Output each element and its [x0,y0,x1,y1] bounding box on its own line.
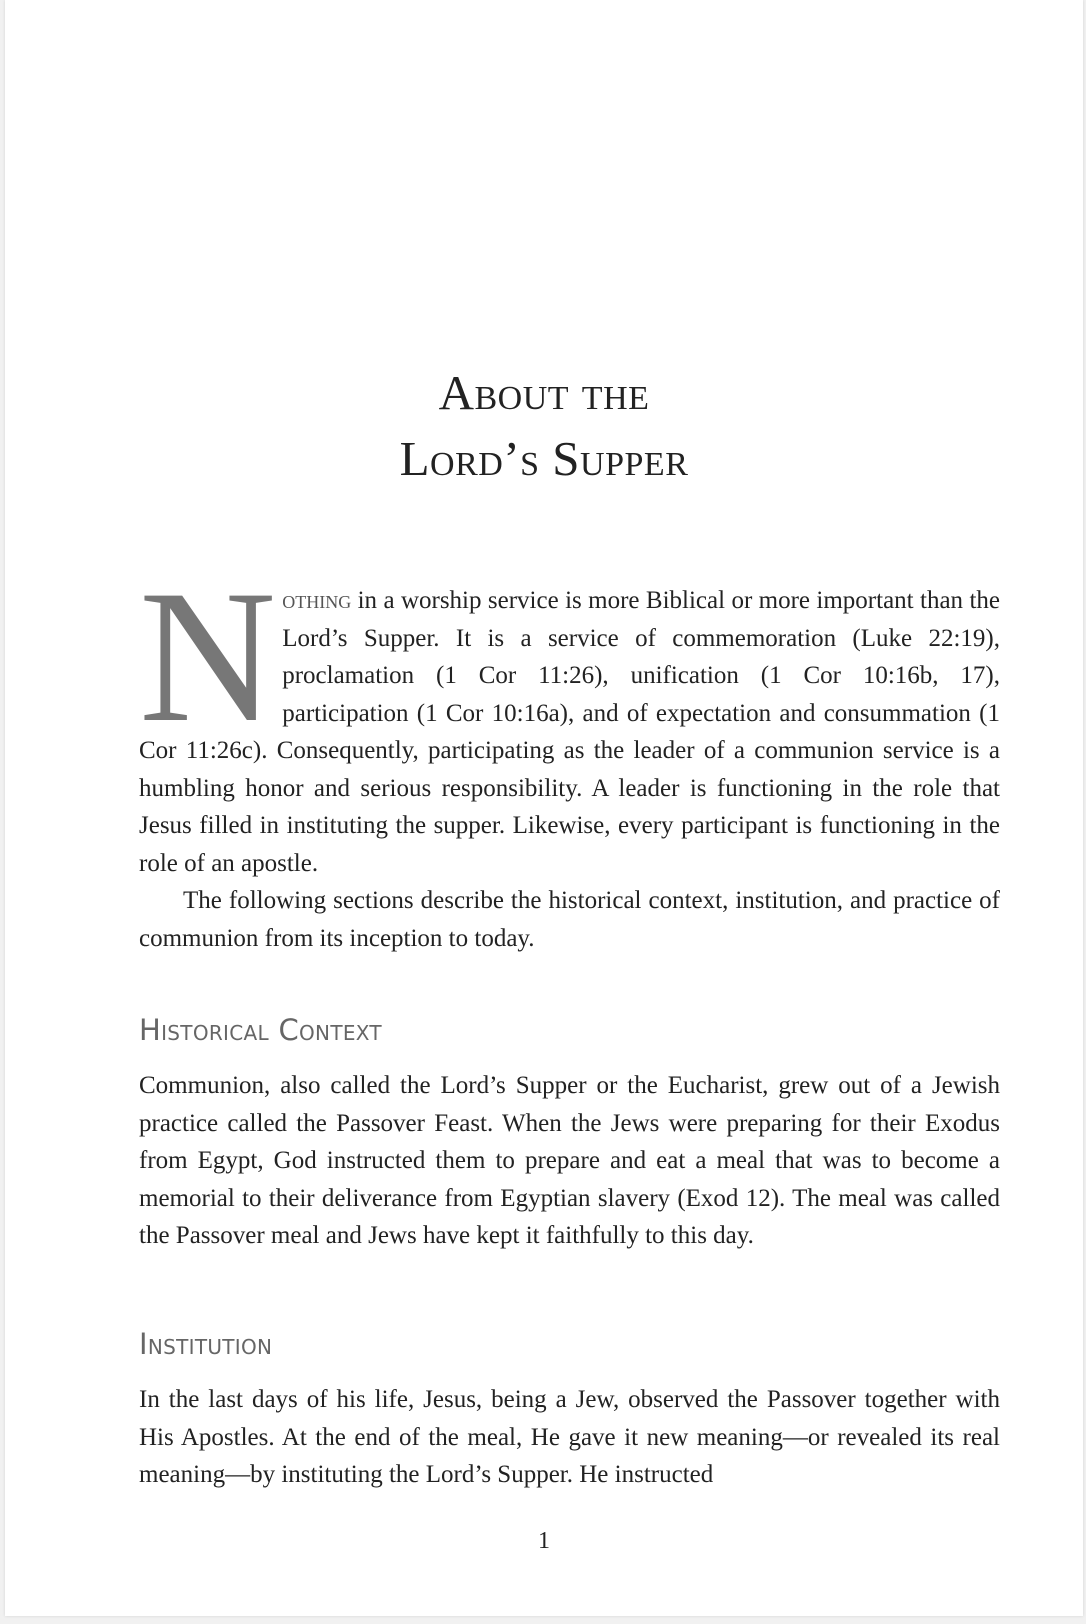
intro-paragraph-1 [139,552,1000,882]
section-heading-historical-context: Historical Context [139,1013,382,1047]
drop-cap: N [139,552,277,762]
document-page [5,0,1083,1616]
section-paragraph-historical-context: Communion, also called the Lord’s Supper or the Eucharist, grew out of a Jewish practice called the Passover Feast. When the Jews were preparing for their Exodus from Egypt, God instructed them to prepare and eat a meal that was to become a memorial to their deliverance from Egyptian slavery (Exod 12). The meal was called the Passover meal and Jews have kept it faithfully to this day. [139,1072,1000,1249]
section-heading-institution: Institution [139,1327,273,1361]
intro-paragraph-1-text: in a worship service is more Biblical or more important than the Lord’s Supper. It is a service of commemoration (Luke 22:19), proclamation (1 Cor 11:26), unification (1 Cor 10:16b, 17), participation (1 Cor 10:16a), and of expectation and consummation (1 Cor 11:26c). Consequently, participating as the leader of a communion service is a humbling honor and serious responsibility. A leader is functioning in the role that Jesus filled in instituting the supper. Likewise, every participant is functioning in the role of an apostle. [139,587,1000,877]
page-number: 1 [538,1528,550,1554]
chapter-title-line-1: About the [438,365,650,420]
chapter-title-line-2: Lord’s Supper [399,431,689,486]
intro-section [139,552,1000,957]
section-institution [139,1324,1000,1494]
section-paragraph-institution: In the last days of his life, Jesus, being a Jew, observed the Passover together with His Apostles. At the end of the meal, He gave it new meaning—or revealed its real meaning—by instituting the Lord’s Supper. He instructed [139,1386,1000,1488]
lead-in-small-caps: othing [282,587,352,614]
intro-paragraph-2: The following sections describe the historical context, institution, and practice of communion from its inception to today. [139,887,1000,952]
section-historical-context [139,1010,1000,1255]
chapter-title [5,360,1083,492]
